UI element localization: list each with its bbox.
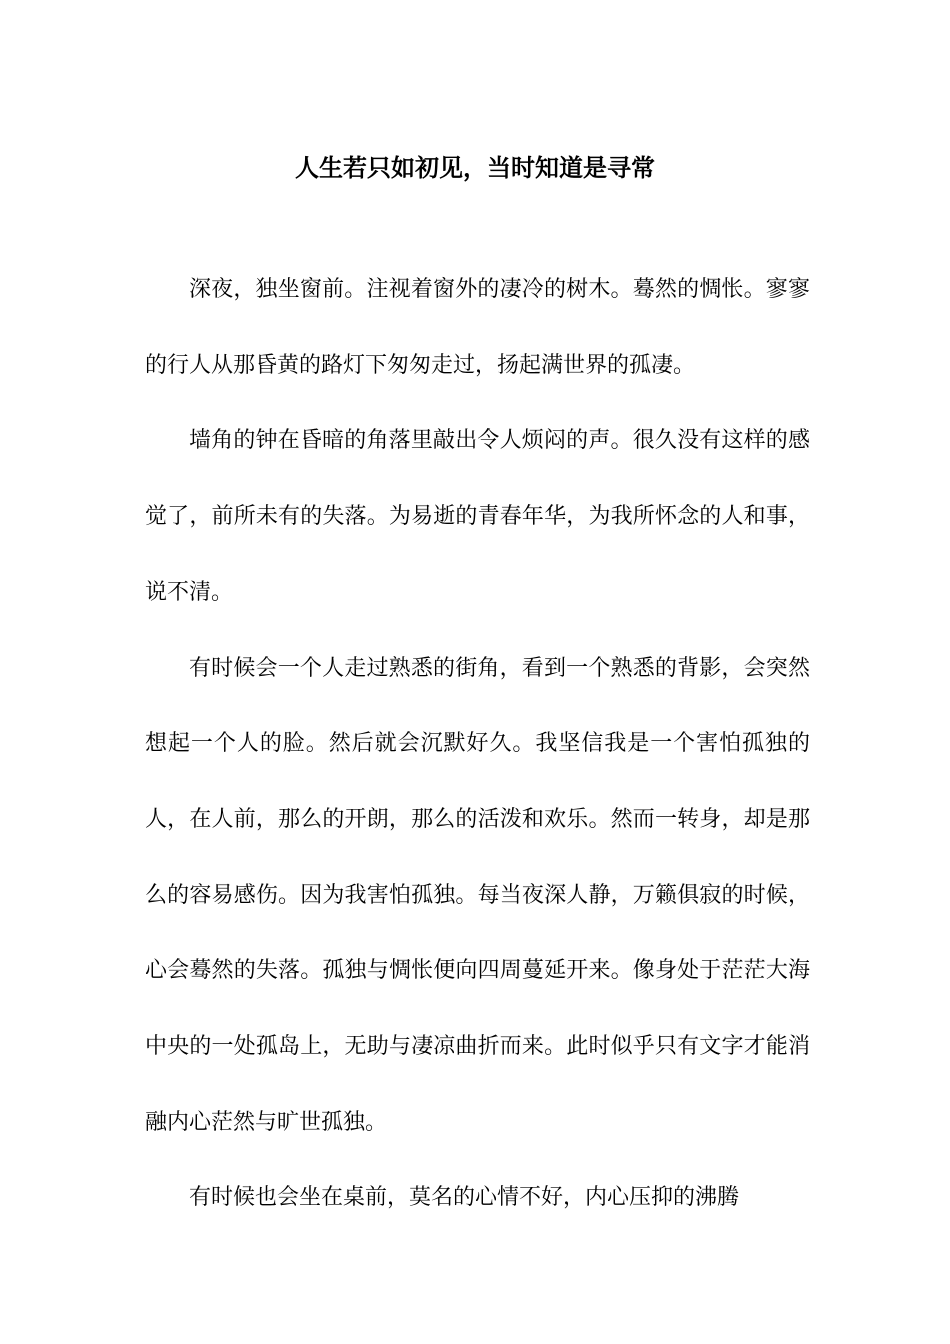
- paragraph-1: 深夜，独坐窗前。注视着窗外的凄冷的树木。蓦然的惆怅。寥寥的行人从那昏黄的路灯下匆匆走过，扬起满世界的孤凄。: [145, 277, 810, 378]
- paragraph-4: 有时候也会坐在桌前，莫名的心情不好，内心压抑的沸腾: [189, 1185, 740, 1211]
- paragraph-2: 墙角的钟在昏暗的角落里敲出令人烦闷的声。很久没有这样的感觉了，前所未有的失落。为易逝的青春年华，为我所怀念的人和事，说不清。: [145, 428, 810, 605]
- document-body: [145, 252, 810, 1236]
- paragraph-3: 有时候会一个人走过熟悉的街角，看到一个熟悉的背影，会突然想起一个人的脸。然后就会沉默好久。我坚信我是一个害怕孤独的人，在人前，那么的开朗，那么的活泼和欢乐。然而一转身，却是那么的容易感伤。因为我害怕孤独。每当夜深人静，万籁俱寂的时候，心会蓦然的失落。孤独与惆怅便向四周蔓延开来。像身处于茫茫大海中央的一处孤岛上，无助与凄凉曲折而来。此时似乎只有文字才能消融内心茫然与旷世孤独。: [145, 655, 810, 1135]
- document-title: 人生若只如初见，当时知道是寻常: [295, 153, 655, 183]
